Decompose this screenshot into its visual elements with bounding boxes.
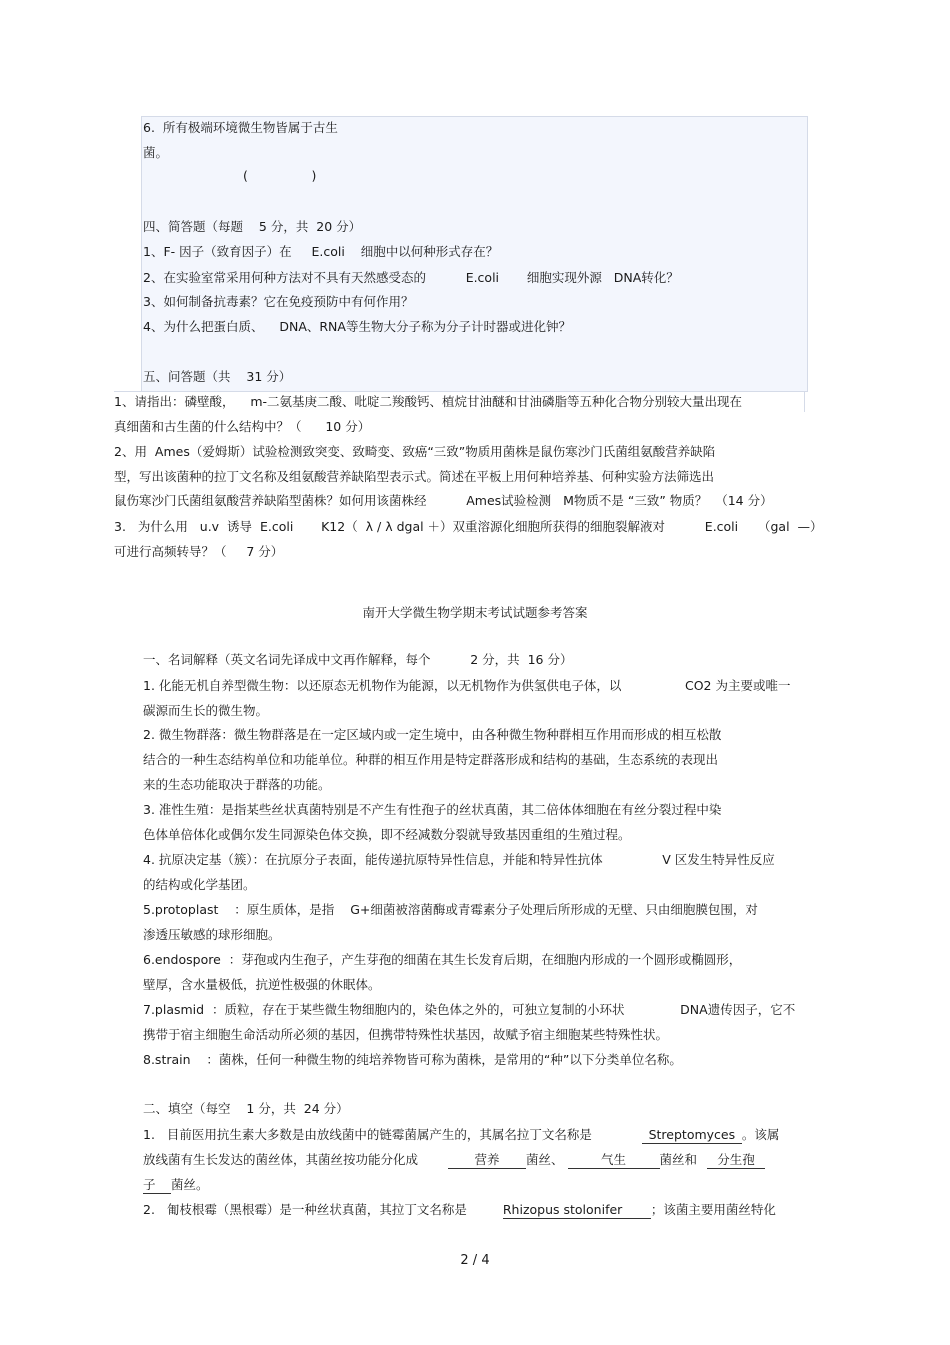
section2-title: 二、填空（每空 1 分，共 24 分） [143, 1101, 349, 1116]
page-number: 2 / 4 [460, 1253, 490, 1268]
section4-title: 四、简答题（每题 5 分，共 20 分） [143, 219, 362, 234]
section5-title: 五、问答题（共 31 分） [143, 369, 292, 384]
q6-line2: 菌。 [143, 145, 169, 160]
fill-answer-aerial: 气生 [568, 1152, 660, 1169]
section5-line: 型，写出该菌种的拉丁文名称及组氨酸营养缺陷型表示式。简述在平板上用何种培养基、何种实验方法筛选出 [114, 469, 715, 484]
section1-line: 碳源而生长的微生物。 [143, 703, 269, 718]
section5-line: 可进行高频转导？（ 7 分） [114, 544, 284, 559]
fill-q1b-text: 放线菌有生长发达的菌丝体，其菌丝按功能分化成 [143, 1152, 419, 1167]
fill-q1c-suffix: 菌丝。 [171, 1177, 209, 1192]
fill-q1-line2 [143, 1152, 765, 1169]
section1-line: 3. 准性生殖：是指某些丝状真菌特别是不产生有性孢子的丝状真菌，其二倍体体细胞在有丝分裂过程中染 [143, 802, 722, 817]
fill-q1-line3 [143, 1177, 209, 1194]
fill-q2-text: 2. 匍枝根霉（黑根霉）是一种丝状真菌，其拉丁文名称是 [143, 1202, 467, 1217]
fill-answer-vegetative: 营养 [448, 1152, 526, 1169]
fill-q1-line1 [143, 1127, 779, 1144]
section1-line: 结合的一种生态结构单位和功能单位。种群的相互作用是特定群落形成和结构的基础，生态系统的表现出 [143, 752, 719, 767]
section4-q1: 1、F- 因子（致育因子）在 E.coli 细胞中以何种形式存在？ [143, 244, 499, 259]
section5-line: 真细菌和古生菌的什么结构中？（ 10 分） [114, 419, 371, 434]
section1-line: 2. 微生物群落：微生物群落是在一定区域内或一定生境中，由各种微生物种群相互作用而形成的相互松散 [143, 727, 722, 742]
answer-title: 南开大学微生物学期末考试试题参考答案 [362, 605, 588, 620]
section1-line: 壁厚，含水量极低，抗逆性极强的休眠体。 [143, 977, 381, 992]
fill-answer-streptomyces: Streptomyces [642, 1127, 742, 1144]
section1-title: 一、名词解释（英文名词先译成中文再作解释，每个 2 分，共 16 分） [143, 652, 573, 667]
section1-line: 6.endospore ：芽孢或内生孢子，产生芽孢的细菌在其生长发育后期，在细胞内形成的一个圆形或椭圆形， [143, 952, 742, 967]
section1-line: 渗透压敏感的球形细胞。 [143, 927, 281, 942]
section1-line: 5.protoplast ：原生质体，是指 G+细菌被溶菌酶或青霉素分子处理后所形成的无壁、只由细胞膜包围，对 [143, 902, 758, 917]
fill-answer-spore: 分生孢 [707, 1152, 765, 1169]
q6-line1: 6. 所有极端环境微生物皆属于古生 [143, 120, 338, 135]
section5-line: 鼠伤寒沙门氏菌组氨酸营养缺陷型菌株？如何用该菌株经 Ames试验检测 M物质不是 “三致” 物质？ （14 分） [114, 493, 773, 508]
section1-line: 7.plasmid ：质粒，存在于某些微生物细胞内的，染色体之外的，可独立复制的小环状 DNA遗传因子，它不 [143, 1002, 796, 1017]
section1-line: 色体单倍体化或偶尔发生同源染色体交换，即不经减数分裂就导致基因重组的生殖过程。 [143, 827, 631, 842]
section4-q2: 2、在实验室常采用何种方法对不具有天然感受态的 E.coli 细胞实现外源 DNA转化？ [143, 270, 679, 285]
fill-q1b-mid1: 菌丝、 [526, 1152, 564, 1167]
section5-line: 1、请指出：磷壁酸， m-二氨基庚二酸、吡啶二羧酸钙、植烷甘油醚和甘油磷脂等五种化合物分别较大量出现在 [114, 394, 743, 409]
fill-q1-suffix: 。该属 [741, 1127, 780, 1142]
fill-q2-line1 [143, 1202, 776, 1219]
q6-paren: ( ) [243, 168, 317, 183]
section5-line: 2、用 Ames（爱姆斯）试验检测致突变、致畸变、致癌“三致”物质用菌株是鼠伤寒沙门氏菌组氨酸营养缺陷 [114, 444, 716, 459]
fill-q1-text: 1. 目前医用抗生素大多数是由放线菌中的链霉菌属产生的，其属名拉丁文名称是 [143, 1127, 592, 1142]
section1-line: 8.strain ：菌株，任何一种微生物的纯培养物皆可称为菌株，是常用的“种”以下分类单位名称。 [143, 1052, 682, 1067]
section5-line: 3. 为什么用 u.v 诱导 E.coli K12（ λ / λ dgal ＋）双重溶源化细胞所获得的细胞裂解液对 E.coli （gal —） [114, 519, 823, 534]
section1-line: 携带于宿主细胞生命活动所必须的基因，但携带特殊性状基因，故赋予宿主细胞某些特殊性状。 [143, 1027, 669, 1042]
fill-answer-spore-end: 子 [143, 1177, 171, 1194]
fill-q2-suffix: ；该菌主要用菌丝特化 [650, 1202, 776, 1217]
fill-q1b-mid2: 菌丝和 [659, 1152, 698, 1167]
section1-line: 1. 化能无机自养型微生物：以还原态无机物作为能源，以无机物作为供氢供电子体，以 CO2 为主要或唯一 [143, 678, 791, 693]
section1-line: 的结构或化学基团。 [143, 877, 256, 892]
section1-line: 4. 抗原决定基（簇）：在抗原分子表面，能传递抗原特异性信息，并能和特异性抗体 V 区发生特异性反应 [143, 852, 775, 867]
fill-answer-rhizopus: Rhizopus stolonifer [503, 1202, 651, 1219]
section1-line: 来的生态功能取决于群落的功能。 [143, 777, 331, 792]
section4-q3: 3、如何制备抗毒素？它在免疫预防中有何作用？ [143, 294, 414, 309]
section4-q4: 4、为什么把蛋白质、 DNA、RNA等生物大分子称为分子计时器或进化钟？ [143, 319, 571, 334]
